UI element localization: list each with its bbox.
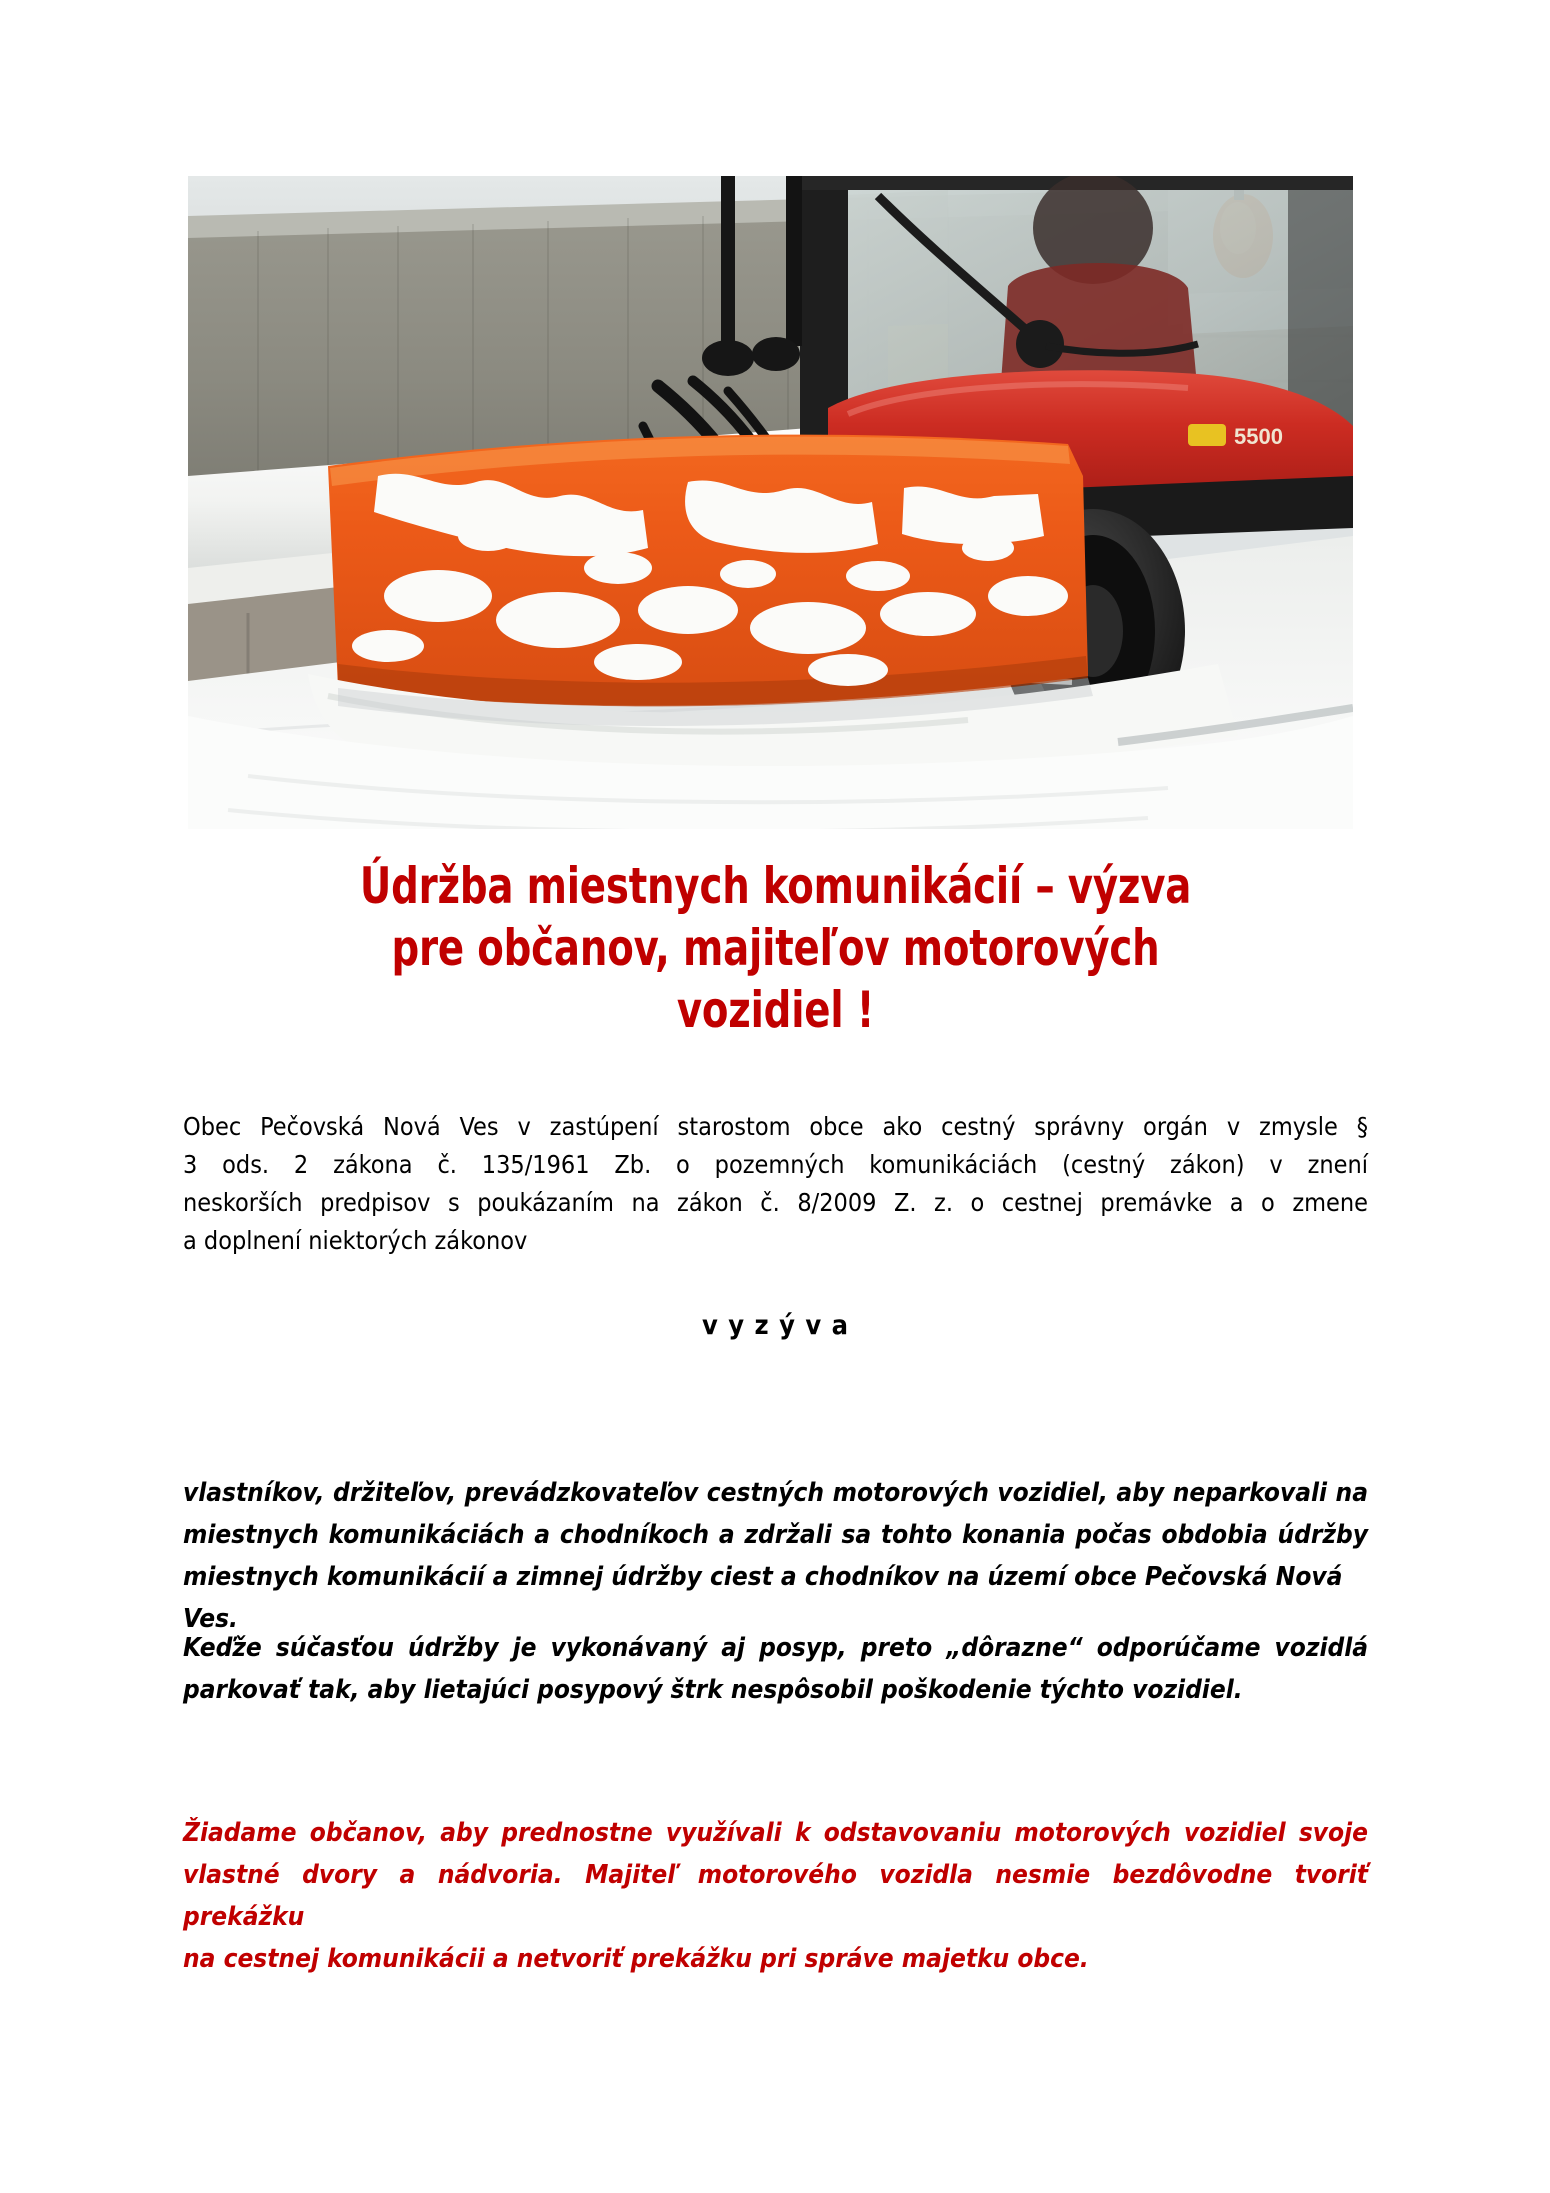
paragraph-red-line-1: Žiadame občanov, aby prednostne využívali k odstavovaniu motorových vozidiel svoje [183, 1818, 1368, 1848]
paragraph-1-line-2: miestnych komunikáciách a chodníkoch a zdržali sa tohto konania počas obdobia údržby [183, 1520, 1368, 1550]
paragraph-kedze [183, 1627, 1368, 1711]
paragraph-ziadame-red [183, 1812, 1368, 1980]
paragraph-red-line-2: vlastné dvory a nádvoria. Majiteľ motorového vozidla nesmie bezdôvodne tvoriť prekážku [183, 1860, 1368, 1932]
paragraph-2-line-1: Keďže súčasťou údržby je vykonávaný aj posyp, preto „dôrazne“ odporúčame vozidlá [183, 1633, 1368, 1663]
page-title [266, 855, 1285, 1041]
intro-line-4: a doplnení niektorých zákonov [183, 1226, 528, 1255]
paragraph-1-line-1: vlastníkov, držiteľov, prevádzkovateľov cestných motorových vozidiel, aby neparkovali na [183, 1478, 1368, 1508]
snow-plow-tractor-photo [188, 176, 1353, 829]
title-line-1: Údržba miestnych komunikácií – výzva [359, 857, 1192, 915]
intro-line-2: 3 ods. 2 zákona č. 135/1961 Zb. o pozemných komunikáciách (cestný zákon) v znení [183, 1150, 1368, 1179]
title-line-2: pre občanov, majiteľov motorových [391, 919, 1160, 977]
paragraph-1-line-3: miestnych komunikácií a zimnej údržby ciest a chodníkov na území obce Pečovská Nová Ves. [183, 1562, 1343, 1634]
intro-line-1: Obec Pečovská Nová Ves v zastúpení starostom obce ako cestný správny orgán v zmysle § [183, 1112, 1368, 1141]
photo-illustration [188, 176, 1353, 829]
call-word: v y z ý v a [701, 1310, 850, 1341]
intro-paragraph [183, 1108, 1368, 1260]
paragraph-2-line-2: parkovať tak, aby lietajúci posypový štrk nespôsobil poškodenie týchto vozidiel. [183, 1675, 1243, 1705]
paragraph-vlastnikov [183, 1472, 1368, 1640]
paragraph-red-line-3: na cestnej komunikácii a netvoriť prekážku pri správe majetku obce. [183, 1944, 1089, 1974]
intro-line-3: neskorších predpisov s poukázaním na zákon č. 8/2009 Z. z. o cestnej premávke a o zmene [183, 1188, 1368, 1217]
svg-text:5500: 5500 [1234, 424, 1283, 449]
title-line-3: vozidiel ! [676, 981, 875, 1039]
